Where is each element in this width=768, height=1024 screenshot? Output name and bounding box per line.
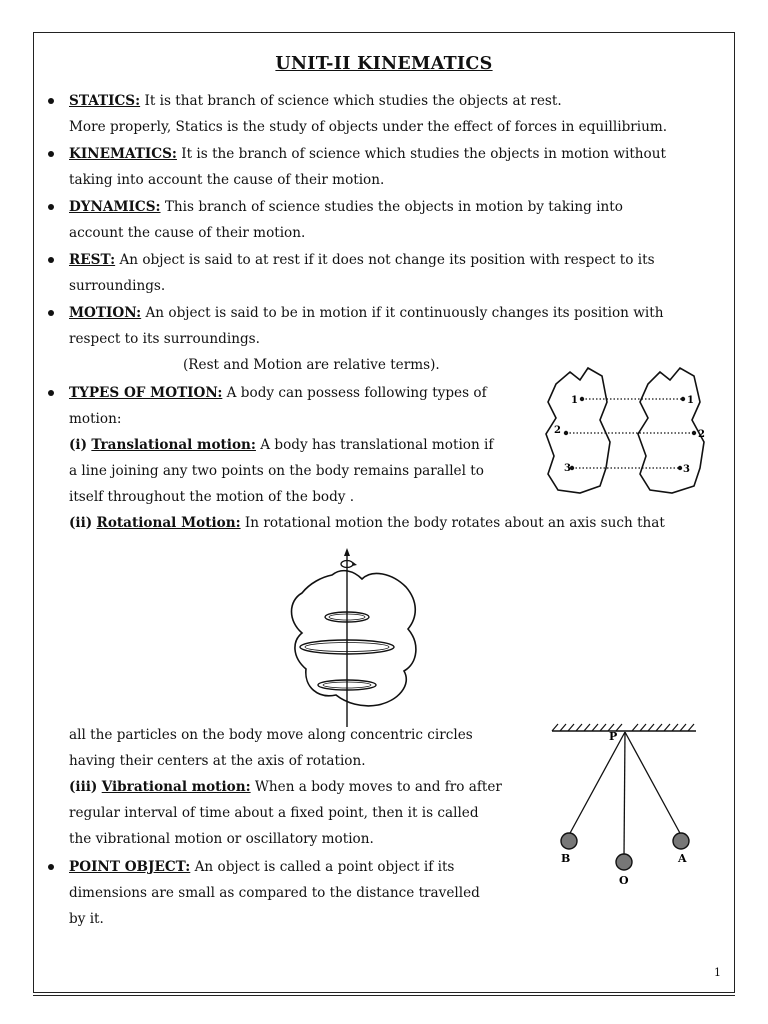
point-1-final (681, 397, 685, 401)
dynamics-line-1 (69, 198, 623, 216)
point-3-final (678, 466, 682, 470)
bullet (48, 390, 54, 396)
label-O: O (619, 874, 629, 887)
bob-B (561, 833, 577, 849)
translational-term: Translational motion: (91, 437, 256, 453)
vibrational-line-2: regular interval of time about a fixed point, then it is called (69, 805, 479, 821)
point-object-line-1 (69, 858, 454, 876)
axis-arrow-head (344, 548, 350, 556)
bullet (48, 864, 54, 870)
vibrational-line-3: the vibrational motion or oscillatory motion. (69, 831, 374, 847)
rotational-text-1: In rotational motion the body rotates about an axis such that (240, 515, 665, 531)
vibrational-term: Vibrational motion: (101, 779, 251, 795)
motion-text-1: An object is said to be in motion if it continuously changes its position with (141, 305, 664, 321)
bullet (48, 151, 54, 157)
bullet (48, 310, 54, 316)
rotational-line-3: having their centers at the axis of rotation. (69, 753, 366, 769)
point-1-initial (580, 397, 584, 401)
translation-figure (540, 362, 730, 497)
body-shape-final (638, 368, 704, 493)
label-1-initial: 1 (571, 395, 578, 406)
translational-line-2: a line joining any two points on the body remains parallel to (69, 463, 484, 479)
statics-term: STATICS: (69, 93, 141, 109)
rest-text-1: An object is said to at rest if it does not change its position with respect to its (115, 252, 655, 268)
vibrational-num: (iii) (69, 779, 98, 795)
rest-line-1 (69, 251, 655, 269)
vibrational-line-1 (69, 778, 502, 796)
translational-text-1: A body has translational motion if (255, 437, 494, 453)
types-line-1 (69, 384, 487, 402)
translational-line-3: itself throughout the motion of the body . (69, 489, 355, 505)
page-title: UNIT-II KINEMATICS (275, 54, 493, 74)
motion-line-2: respect to its surroundings. (69, 331, 260, 347)
motion-term: MOTION: (69, 305, 142, 321)
string-to-A (625, 732, 681, 835)
kinematics-text-1: It is the branch of science which studies the objects in motion without (176, 146, 666, 162)
translational-line-1 (69, 436, 493, 454)
translational-num: (i) (69, 437, 88, 453)
kinematics-line-1 (69, 145, 666, 163)
label-2-initial: 2 (554, 425, 561, 436)
rest-term: REST: (69, 252, 116, 268)
bullet (48, 257, 54, 263)
motion-note: (Rest and Motion are relative terms). (183, 357, 440, 373)
rotation-figure (280, 545, 430, 730)
statics-line-1 (69, 92, 562, 110)
point-object-line-2: dimensions are small as compared to the distance travelled (69, 885, 480, 901)
rotating-body-shape (292, 571, 416, 706)
pendulum-figure (548, 720, 698, 890)
string-to-O (624, 732, 625, 856)
point-object-term: POINT OBJECT: (69, 859, 191, 875)
label-2-final: 2 (698, 429, 705, 440)
point-object-text-1: An object is called a point object if its (190, 859, 455, 875)
types-line-2: motion: (69, 411, 122, 427)
statics-text-1: It is that branch of science which studies the objects at rest. (140, 93, 562, 109)
dynamics-text-1: This branch of science studies the objects in motion by taking into (160, 199, 623, 215)
kinematics-line-2: taking into account the cause of their motion. (69, 172, 385, 188)
label-B: B (561, 852, 571, 865)
motion-line-1 (69, 304, 663, 322)
rotational-term: Rotational Motion: (96, 515, 241, 531)
point-2-final (692, 431, 696, 435)
bob-O (616, 854, 632, 870)
bob-A (673, 833, 689, 849)
statics-line-2: More properly, Statics is the study of objects under the effect of forces in equillibrium. (69, 119, 668, 135)
types-of-motion-term: TYPES OF MOTION: (69, 385, 223, 401)
rotational-line-2: all the particles on the body move along concentric circles (69, 727, 473, 743)
vibrational-text-1: When a body moves to and fro after (250, 779, 502, 795)
label-3-initial: 3 (564, 463, 571, 474)
kinematics-term: KINEMATICS: (69, 146, 177, 162)
bullet (48, 98, 54, 104)
label-A: A (678, 852, 687, 865)
label-1-final: 1 (687, 395, 694, 406)
rotational-line-1 (69, 514, 665, 532)
dynamics-line-2: account the cause of their motion. (69, 225, 306, 241)
types-text-1: A body can possess following types of (222, 385, 487, 401)
page-border-double-line (33, 995, 735, 996)
point-2-initial (564, 431, 568, 435)
label-3-final: 3 (683, 464, 690, 475)
bullet (48, 204, 54, 210)
string-to-B (569, 732, 625, 835)
support-hatching (552, 724, 694, 731)
rest-line-2: surroundings. (69, 278, 166, 294)
rotational-num: (ii) (69, 515, 93, 531)
page-number: 1 (714, 966, 721, 979)
label-pivot: P (609, 730, 618, 743)
dynamics-term: DYNAMICS: (69, 199, 161, 215)
point-object-line-3: by it. (69, 911, 104, 927)
